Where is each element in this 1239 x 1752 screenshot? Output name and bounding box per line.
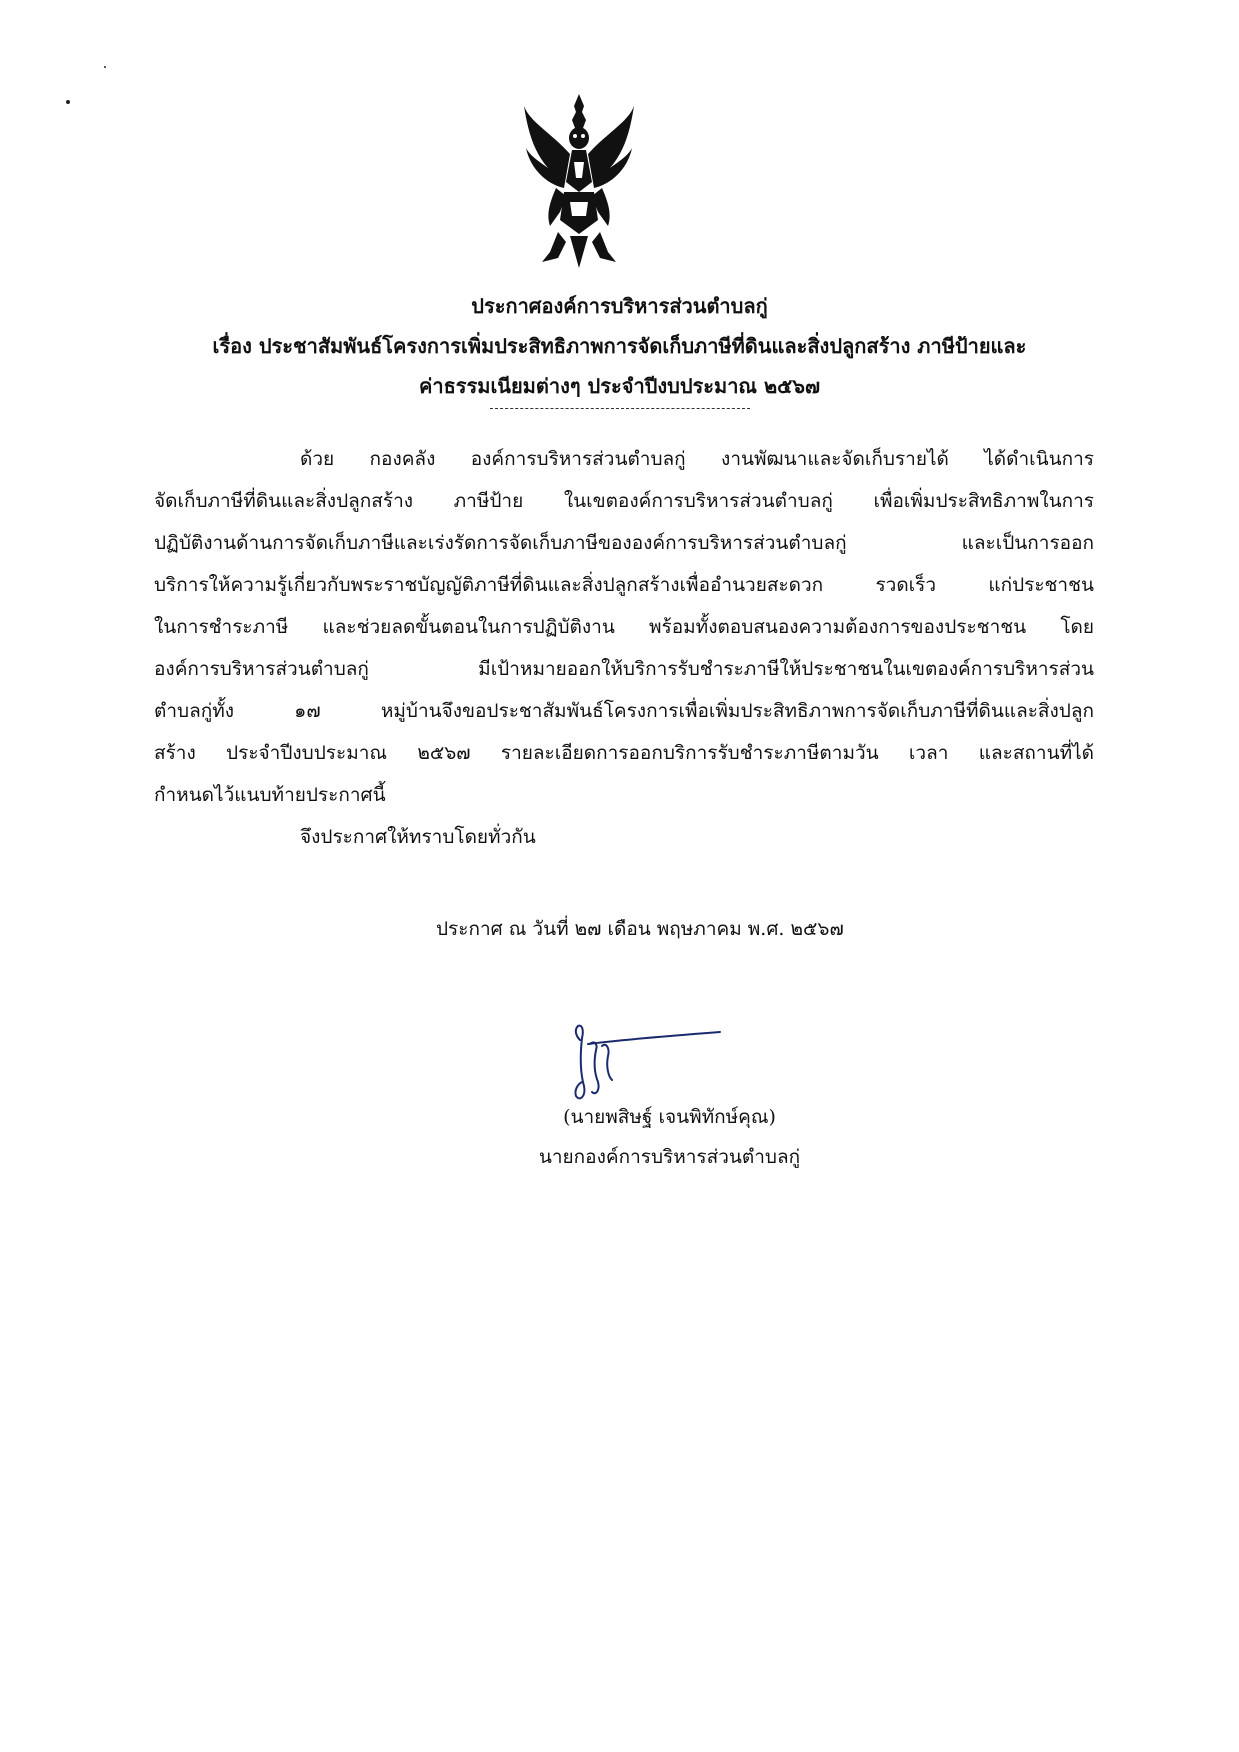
title-line-1: ประกาศองค์การบริหารส่วนตำบลกู่: [471, 294, 768, 318]
signer-position: นายกองค์การบริหารส่วนตำบลกู่: [538, 1146, 801, 1168]
title-divider: [490, 408, 750, 409]
body-line: ปฏิบัติงานด้านการจัดเก็บภาษีและเร่งรัดการจัดเก็บภาษีขององค์การบริหารส่วนตำบลกู่ และเป็นการออก: [154, 532, 1094, 554]
body-line: จัดเก็บภาษีที่ดินและสิ่งปลูกสร้าง ภาษีป้าย ในเขตองค์การบริหารส่วนตำบลกู่ เพื่อเพิ่มประสิทธิภาพในการ: [154, 490, 1094, 512]
body-line: ด้วย กองคลัง องค์การบริหารส่วนตำบลกู่ งานพัฒนาและจัดเก็บรายได้ ได้ดำเนินการ: [300, 448, 1094, 470]
closing-statement: จึงประกาศให้ทราบโดยทั่วกัน: [300, 826, 536, 848]
body-line: องค์การบริหารส่วนตำบลกู่ มีเป้าหมายออกให้บริการรับชำระภาษีให้ประชาชนในเขตองค์การบริหารส่วน: [154, 658, 1094, 680]
garuda-emblem-icon: [520, 92, 638, 272]
body-line: ตำบลกู่ทั้ง ๑๗ หมู่บ้านจึงขอประชาสัมพันธ์โครงการเพื่อเพิ่มประสิทธิภาพการจัดเก็บภาษีที่ดินและสิ่งปลูก: [154, 700, 1094, 722]
body-line: กำหนดไว้แนบท้ายประกาศนี้: [154, 784, 386, 806]
announcement-date: ประกาศ ณ วันที่ ๒๗ เดือน พฤษภาคม พ.ศ. ๒๕๖๗: [436, 918, 844, 940]
body-line: ในการชำระภาษี และช่วยลดขั้นตอนในการปฏิบัติงาน พร้อมทั้งตอบสนองความต้องการของประชาชน โดย: [154, 616, 1094, 638]
scan-speck: [66, 100, 70, 104]
title-line-2: เรื่อง ประชาสัมพันธ์โครงการเพิ่มประสิทธิภาพการจัดเก็บภาษีที่ดินและสิ่งปลูกสร้าง ภาษีป้ายและ: [212, 334, 1027, 358]
body-line: สร้าง ประจำปีงบประมาณ ๒๕๖๗ รายละเอียดการออกบริการรับชำระภาษีตามวัน เวลา และสถานที่ได้: [154, 742, 1094, 764]
scan-speck: [104, 66, 106, 68]
signer-name: (นายพสิษฐ์ เจนพิทักษ์คุณ): [563, 1106, 776, 1128]
title-line-3: ค่าธรรมเนียมต่างๆ ประจำปีงบประมาณ ๒๕๖๗: [418, 374, 821, 398]
body-line: บริการให้ความรู้เกี่ยวกับพระราชบัญญัติภาษีที่ดินและสิ่งปลูกสร้างเพื่ออำนวยสะดวก รวดเร็ว แก่ประชาชน: [154, 574, 1094, 596]
handwritten-signature: [568, 1010, 728, 1110]
